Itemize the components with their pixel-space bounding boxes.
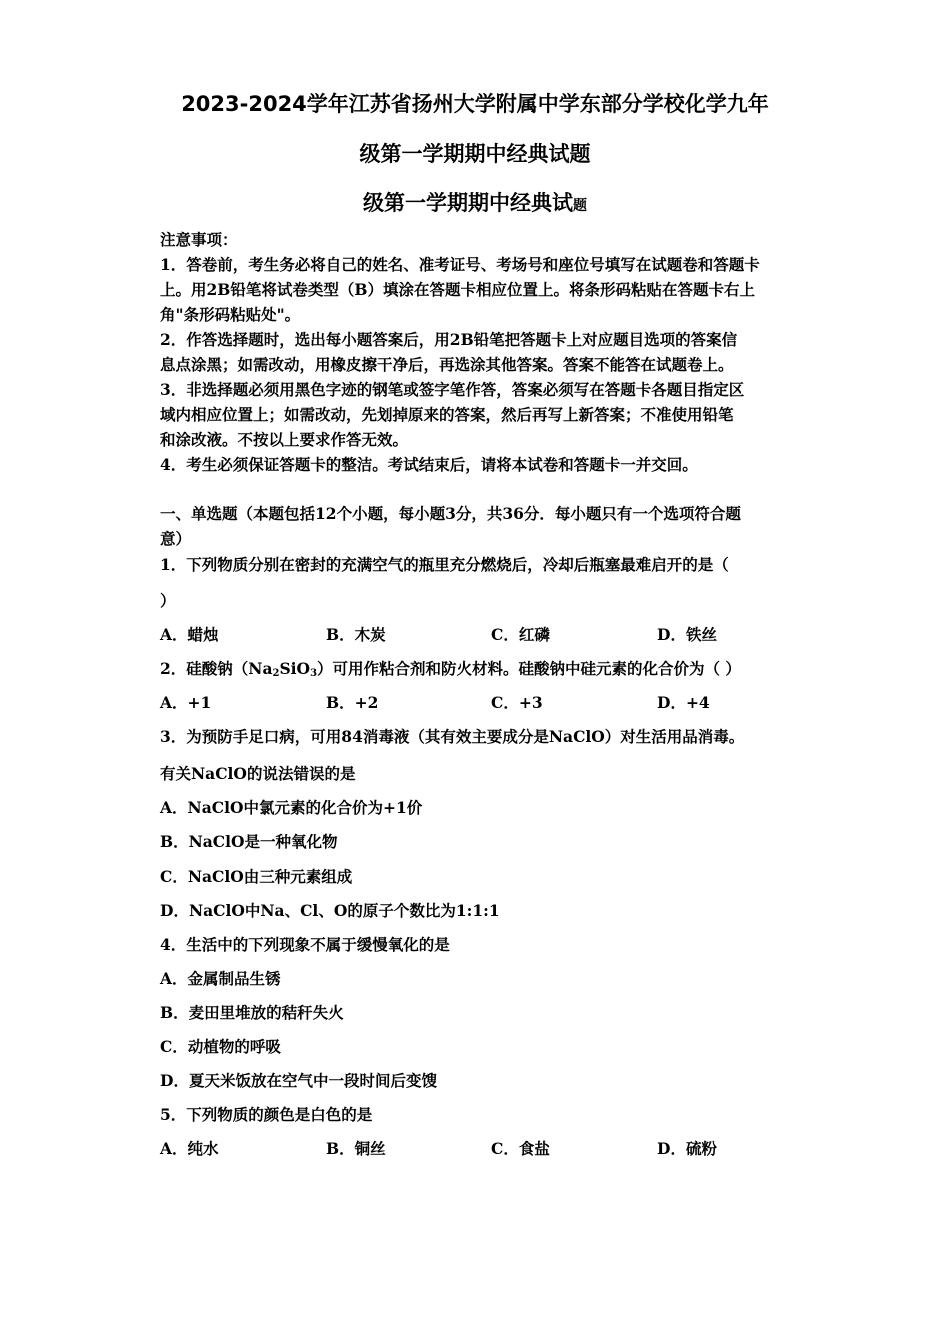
exam-title-line-3 — [0, 187, 950, 217]
exam-title-line-1: 2023-2024学年江苏省扬州大学附属中学东部分学校化学九年 — [181, 92, 769, 116]
q4-option-b: B．麦田里堆放的秸秆失火 — [160, 1003, 344, 1022]
notice-line-7: 域内相应位置上；如需改动，先划掉原来的答案，然后再写上新答案；不准使用铅笔 — [160, 405, 734, 424]
notice-line-2: 上。用2B铅笔将试卷类型（B）填涂在答题卡相应位置上。将条形码粘贴在答题卡右上 — [160, 280, 755, 299]
q1-option-d: D．铁丝 — [657, 625, 717, 644]
q2-option-d: D．+4 — [657, 693, 710, 712]
q2-subscript-2: 3 — [310, 668, 318, 679]
q4-option-d: D．夏天米饭放在空气中一段时间后变馊 — [160, 1071, 437, 1090]
q2-option-a: A．+1 — [160, 693, 212, 712]
notice-line-4: 2．作答选择题时，选出每小题答案后，用2B铅笔把答题卡上对应题目选项的答案信 — [160, 330, 738, 349]
q5-option-d: D．硫粉 — [657, 1139, 717, 1158]
q3-stem-line-1: 3．为预防手足口病，可用84消毒液（其有效主要成分是NaClO）对生活用品消毒。 — [160, 727, 745, 746]
notice-heading: 注意事项： — [160, 230, 238, 249]
q5-option-b: B．铜丝 — [326, 1139, 386, 1158]
q5-stem: 5．下列物质的颜色是白色的是 — [160, 1105, 373, 1124]
q2-option-b: B．+2 — [326, 693, 379, 712]
q1-option-a: A．蜡烛 — [160, 625, 219, 644]
exam-title-line-2: 级第一学期期中经典试题 — [359, 142, 591, 166]
q2-stem-part-a: 2．硅酸钠（Na — [160, 659, 273, 678]
q1-stem-line-1: 1．下列物质分别在密封的充满空气的瓶里充分燃烧后，冷却后瓶塞最难启开的是（ — [160, 555, 729, 574]
exam-title-line-3-tail: 题 — [573, 198, 587, 214]
q2-stem-part-b: SiO — [279, 659, 311, 678]
q3-option-b: B．NaClO是一种氧化物 — [160, 832, 338, 851]
notice-line-9: 4．考生必须保证答题卡的整洁。考试结束后，请将本试卷和答题卡一并交回。 — [160, 455, 698, 474]
q5-option-a: A．纯水 — [160, 1139, 219, 1158]
section-heading-line-2: 意） — [160, 529, 192, 548]
q3-option-a: A．NaClO中氯元素的化合价为+1价 — [160, 798, 423, 817]
q4-option-c: C．动植物的呼吸 — [160, 1037, 281, 1056]
q4-stem: 4．生活中的下列现象不属于缓慢氧化的是 — [160, 935, 450, 954]
q1-option-c: C．红磷 — [491, 625, 550, 644]
q2-subscript-1: 2 — [272, 668, 280, 679]
q1-option-b: B．木炭 — [326, 625, 386, 644]
q4-option-a: A．金属制品生锈 — [160, 969, 281, 988]
q3-stem-line-2: 有关NaClO的说法错误的是 — [160, 764, 356, 783]
notice-line-8: 和涂改液。不按以上要求作答无效。 — [160, 430, 409, 449]
q5-option-c: C．食盐 — [491, 1139, 550, 1158]
q2-stem — [160, 657, 741, 679]
notice-line-5: 息点涂黑；如需改动，用橡皮擦干净后，再选涂其他答案。答案不能答在试题卷上。 — [160, 355, 734, 374]
q3-option-d: D．NaClO中Na、Cl、O的原子个数比为1:1:1 — [160, 901, 500, 920]
q2-option-c: C．+3 — [491, 693, 543, 712]
section-heading-line-1: 一、单选题（本题包括12个小题，每小题3分，共36分．每小题只有一个选项符合题 — [160, 504, 741, 523]
notice-line-3: 角"条形码粘贴处"。 — [160, 305, 301, 324]
notice-line-6: 3．非选择题必须用黑色字迹的钢笔或签字笔作答，答案必须写在答题卡各题目指定区 — [160, 380, 745, 399]
q3-option-c: C．NaClO由三种元素组成 — [160, 867, 353, 886]
q2-stem-part-c: ）可用作粘合剂和防火材料。硅酸钠中硅元素的化合价为（ ） — [317, 659, 741, 678]
q1-stem-line-2: ） — [160, 591, 176, 610]
exam-title-line-3-main: 级第一学期期中经典试 — [363, 191, 573, 215]
notice-line-1: 1．答卷前，考生务必将自己的姓名、准考证号、考场号和座位号填写在试题卷和答题卡 — [160, 255, 760, 274]
